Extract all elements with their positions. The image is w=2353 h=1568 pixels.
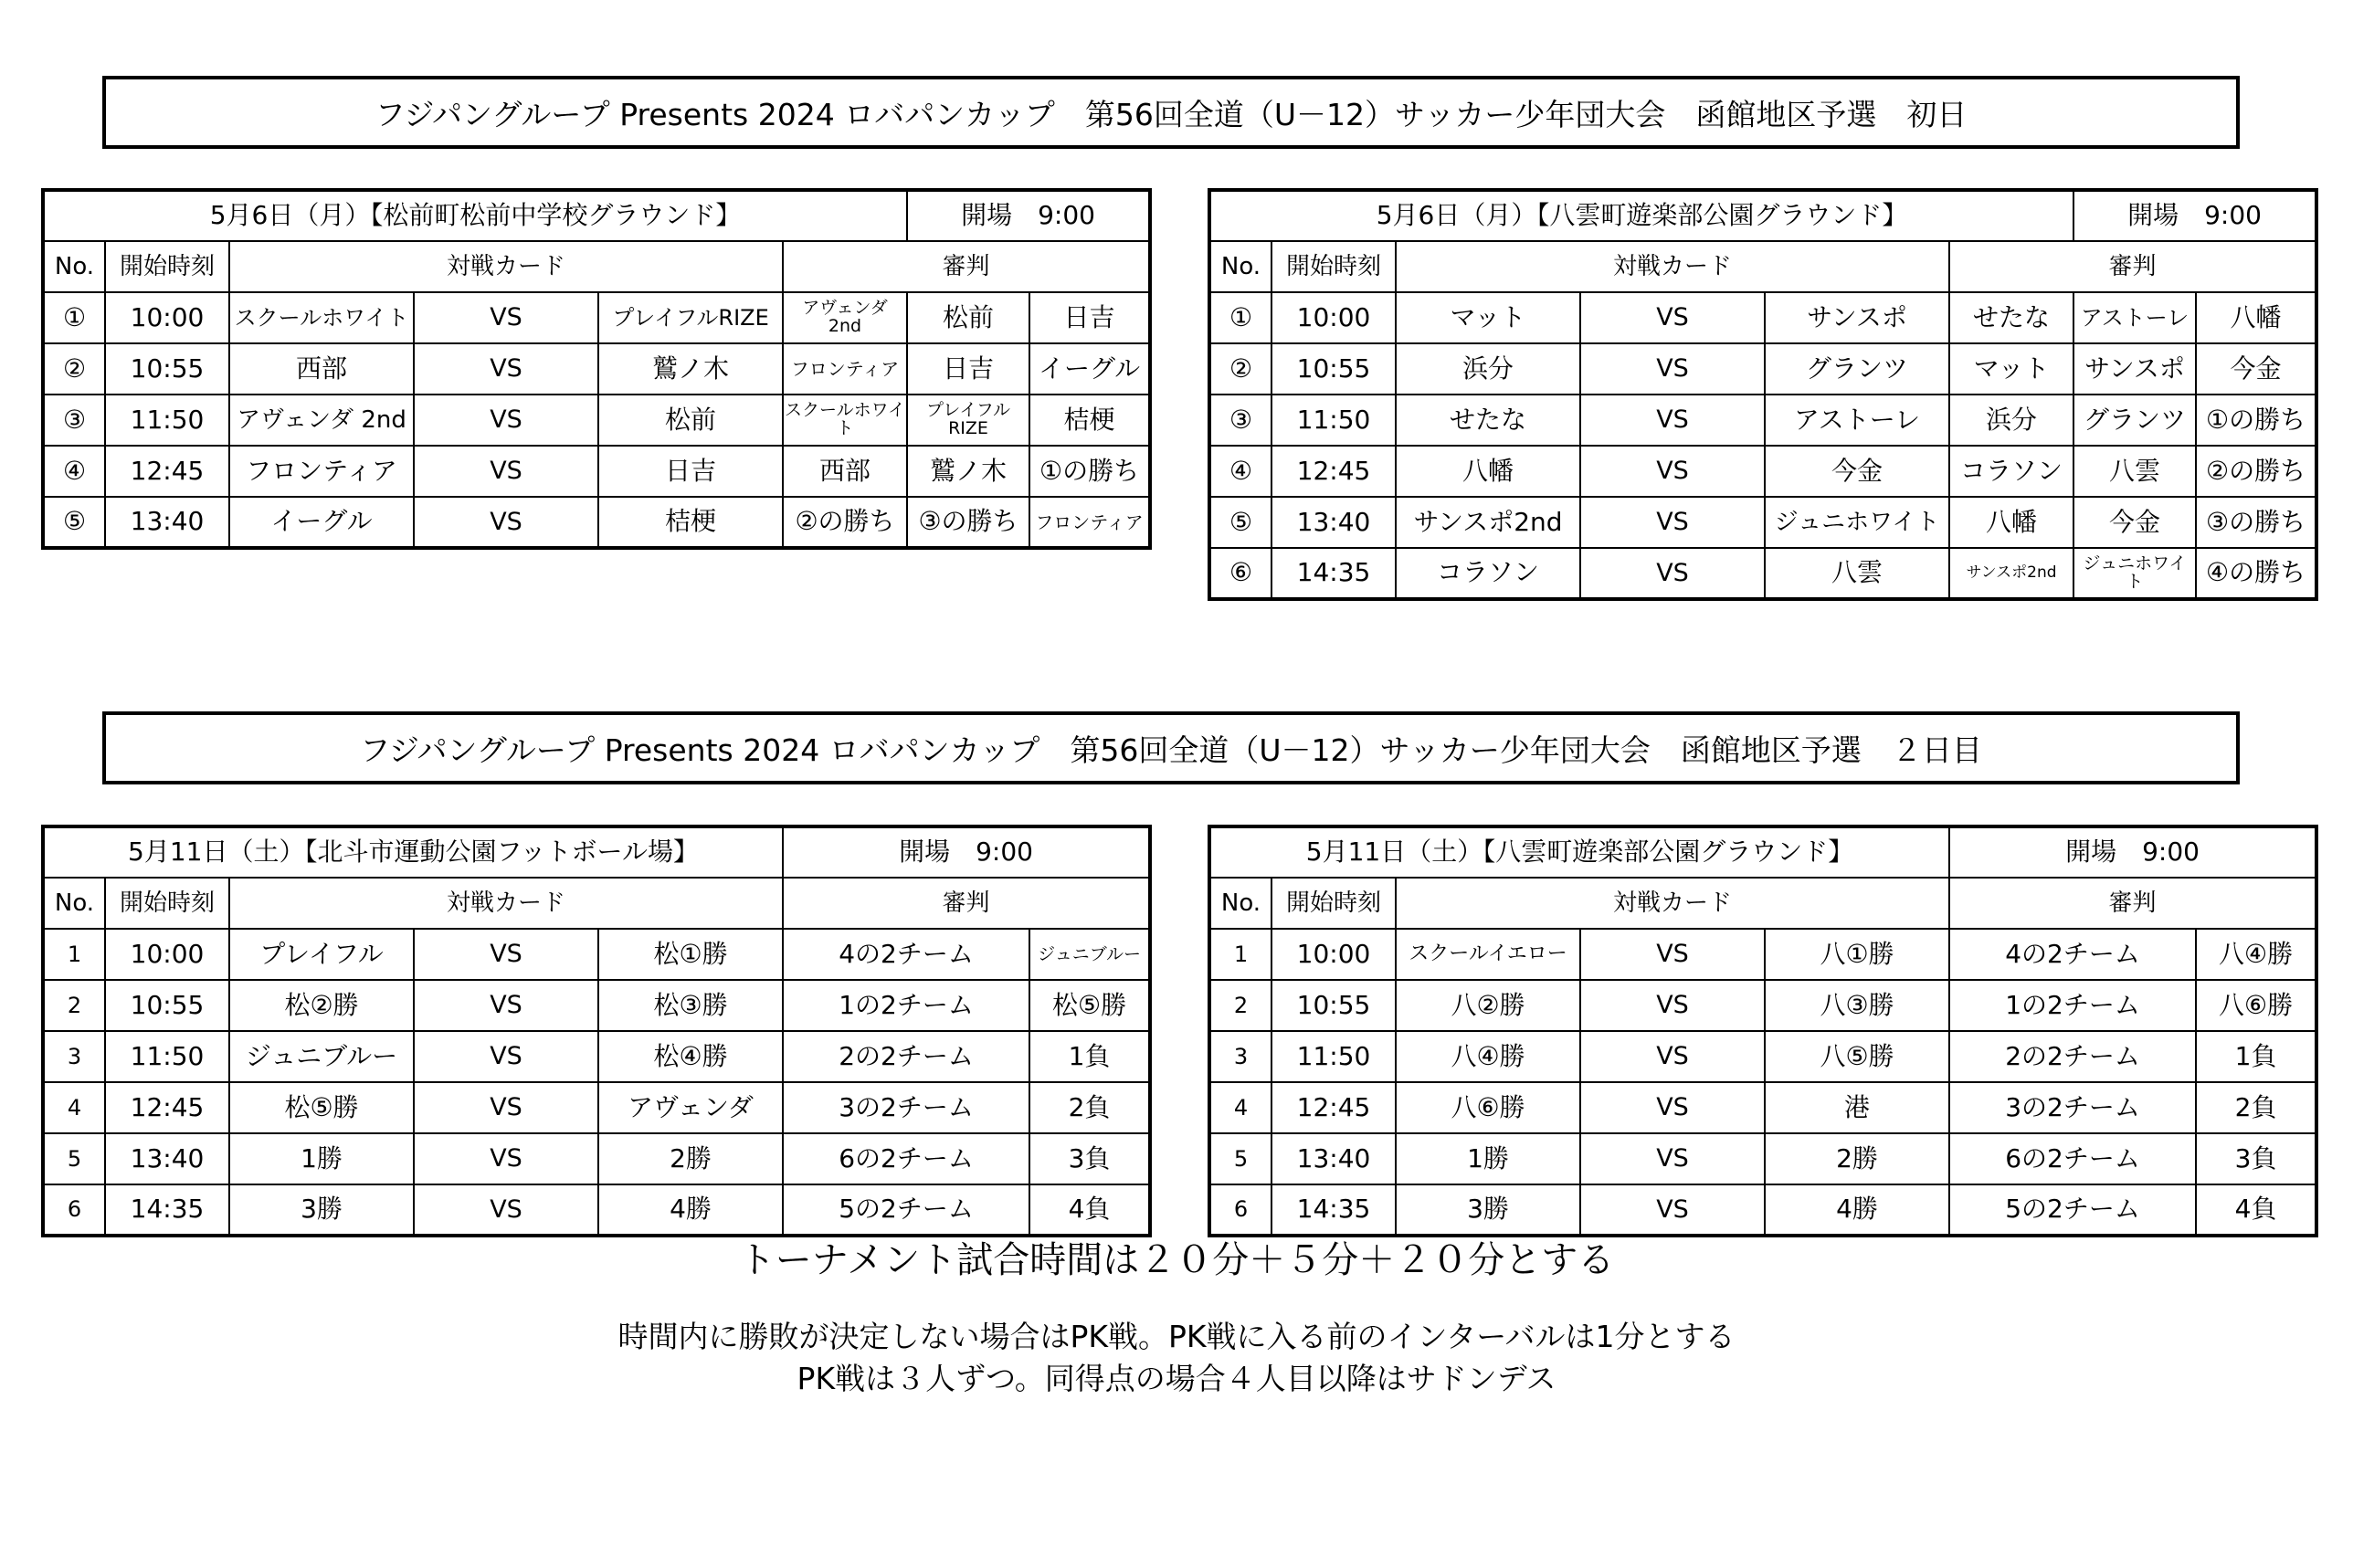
pk-rule-note: 時間内に勝敗が決定しない場合はPK戦。PK戦に入る前のインターバルは1分とする [617,1319,1736,1354]
referee-2: 今金 [2073,497,2196,548]
referee-1: 2の2チーム [1949,1031,2196,1082]
vs-label: VS [414,292,598,343]
match-no: 5 [1209,1133,1271,1184]
team-2: 日吉 [598,446,783,497]
referee-2: プレイフル RIZE [907,395,1029,446]
referee-2: 4負 [1029,1184,1150,1236]
team-2: 2勝 [598,1133,783,1184]
match-no: 5 [43,1133,105,1184]
match-no: 3 [1209,1031,1271,1082]
team-1: 八幡 [1396,446,1580,497]
team-1: 浜分 [1396,343,1580,395]
referee-2: 八⑥勝 [2196,980,2316,1031]
team-2: 4勝 [1765,1184,1949,1236]
team-1: 松②勝 [229,980,414,1031]
referee-1: 5の2チーム [1949,1184,2196,1236]
table-row [43,929,1150,980]
day1-banner: フジパングループ Presents 2024 ロバパンカップ 第56回全道（U－12）サッカー少年団大会 函館地区予選 初日 [102,76,2240,149]
referee-2: ジュニブルー [1029,929,1150,980]
match-no: ④ [1209,446,1271,497]
match-no: ③ [43,395,105,446]
venue-title: 5月6日（月）【八雲町遊楽部公園グラウンド】 [1209,190,2073,241]
team-2: 松③勝 [598,980,783,1031]
start-time: 12:45 [1271,1082,1396,1133]
referee-2: 4負 [2196,1184,2316,1236]
referee-2: 1負 [2196,1031,2316,1082]
referee-2: 3負 [1029,1133,1150,1184]
vs-label: VS [1580,1082,1765,1133]
match-no: 2 [43,980,105,1031]
match-no: ① [43,292,105,343]
team-2: 八雲 [1765,548,1949,599]
opening-time: 開場 9:00 [907,190,1150,241]
table-row [1209,292,2316,343]
vs-label: VS [1580,395,1765,446]
referee-1: 西部 [783,446,907,497]
match-no: 2 [1209,980,1271,1031]
referee-3: 今金 [2196,343,2316,395]
col-header-no: No. [1209,241,1271,292]
opening-time: 開場 9:00 [2073,190,2316,241]
col-header-match: 対戦カード [229,878,783,929]
referee-1: 1の2チーム [783,980,1029,1031]
team-2: 松④勝 [598,1031,783,1082]
referee-1: 3の2チーム [1949,1082,2196,1133]
col-header-no: No. [1209,878,1271,929]
referee-1: 2の2チーム [783,1031,1029,1082]
team-1: アヴェンダ 2nd [229,395,414,446]
team-1: マット [1396,292,1580,343]
start-time: 12:45 [1271,446,1396,497]
referee-1: 4の2チーム [1949,929,2196,980]
day1-schedule-yakumo [1208,188,2318,601]
referee-1: ②の勝ち [783,497,907,548]
referee-1: 3の2チーム [783,1082,1029,1133]
table-row [1209,1031,2316,1082]
match-no: ② [43,343,105,395]
col-header-match: 対戦カード [1396,241,1949,292]
match-no: 4 [43,1082,105,1133]
start-time: 10:00 [105,292,229,343]
referee-2: アストーレ [2073,292,2196,343]
referee-1: マット [1949,343,2073,395]
referee-1: アヴェンダ 2nd [783,292,907,343]
team-1: 八②勝 [1396,980,1580,1031]
table-row [43,446,1150,497]
team-1: 3勝 [1396,1184,1580,1236]
table-row [1209,1133,2316,1184]
vs-label: VS [414,1031,598,1082]
referee-3: フロンティア [1029,497,1150,548]
match-no: ① [1209,292,1271,343]
vs-label: VS [1580,292,1765,343]
referee-2: 2負 [1029,1082,1150,1133]
vs-label: VS [414,1184,598,1236]
venue-title: 5月6日（月）【松前町松前中学校グラウンド】 [43,190,907,241]
start-time: 11:50 [105,395,229,446]
start-time: 10:00 [105,929,229,980]
match-no: ② [1209,343,1271,395]
col-header-referee: 審判 [1949,241,2316,292]
team-2: アストーレ [1765,395,1949,446]
col-header-time: 開始時刻 [1271,878,1396,929]
referee-3: イーグル [1029,343,1150,395]
team-1: せたな [1396,395,1580,446]
team-2: アヴェンダ [598,1082,783,1133]
col-header-time: 開始時刻 [1271,241,1396,292]
team-2: 今金 [1765,446,1949,497]
referee-2: 鷲ノ木 [907,446,1029,497]
team-1: 八⑥勝 [1396,1082,1580,1133]
referee-3: 桔梗 [1029,395,1150,446]
vs-label: VS [414,497,598,548]
referee-1: サンスポ2nd [1949,548,2073,599]
vs-label: VS [414,980,598,1031]
referee-3: ①の勝ち [2196,395,2316,446]
team-1: 西部 [229,343,414,395]
day2-schedule-yakumo [1208,825,2318,1237]
match-no: ⑥ [1209,548,1271,599]
opening-time: 開場 9:00 [783,826,1150,878]
start-time: 10:55 [1271,343,1396,395]
referee-2: 1負 [1029,1031,1150,1082]
vs-label: VS [414,1082,598,1133]
vs-label: VS [414,1133,598,1184]
team-1: 3勝 [229,1184,414,1236]
referee-1: 5の2チーム [783,1184,1029,1236]
team-1: 1勝 [229,1133,414,1184]
vs-label: VS [1580,929,1765,980]
start-time: 10:55 [1271,980,1396,1031]
table-row [1209,395,2316,446]
referee-1: コラソン [1949,446,2073,497]
vs-label: VS [1580,1184,1765,1236]
team-2: ジュニホワイト [1765,497,1949,548]
table-row [43,292,1150,343]
table-row [1209,980,2316,1031]
start-time: 10:00 [1271,292,1396,343]
referee-2: 八雲 [2073,446,2196,497]
match-no: 6 [43,1184,105,1236]
start-time: 13:40 [105,1133,229,1184]
day2-banner: フジパングループ Presents 2024 ロバパンカップ 第56回全道（U－12）サッカー少年団大会 函館地区予選 ２日目 [102,711,2240,784]
match-no: 4 [1209,1082,1271,1133]
match-no: ⑤ [43,497,105,548]
referee-1: 浜分 [1949,395,2073,446]
col-header-match: 対戦カード [1396,878,1949,929]
col-header-referee: 審判 [783,878,1150,929]
team-2: 八⑤勝 [1765,1031,1949,1082]
team-1: スクールホワイト [229,292,414,343]
referee-1: フロンティア [783,343,907,395]
team-1: イーグル [229,497,414,548]
referee-2: ③の勝ち [907,497,1029,548]
start-time: 12:45 [105,1082,229,1133]
referee-3: ①の勝ち [1029,446,1150,497]
match-no: ⑤ [1209,497,1271,548]
vs-label: VS [414,395,598,446]
team-1: コラソン [1396,548,1580,599]
col-header-no: No. [43,241,105,292]
team-2: グランツ [1765,343,1949,395]
referee-1: 1の2チーム [1949,980,2196,1031]
start-time: 11:50 [105,1031,229,1082]
table-row [43,1082,1150,1133]
team-2: 港 [1765,1082,1949,1133]
team-2: プレイフルRIZE [598,292,783,343]
start-time: 14:35 [1271,548,1396,599]
referee-2: 松前 [907,292,1029,343]
start-time: 11:50 [1271,395,1396,446]
day2-schedule-hokuto [41,825,1152,1237]
vs-label: VS [1580,1031,1765,1082]
team-2: 松前 [598,395,783,446]
sudden-death-note: PK戦は３人ずつ。同得点の場合４人目以降はサドンデス [797,1361,1556,1396]
start-time: 14:35 [105,1184,229,1236]
day1-schedule-matsumae [41,188,1152,550]
table-row [43,1133,1150,1184]
team-2: 鷲ノ木 [598,343,783,395]
table-row [1209,343,2316,395]
vs-label: VS [414,343,598,395]
vs-label: VS [414,446,598,497]
team-1: 松⑤勝 [229,1082,414,1133]
referee-3: 八幡 [2196,292,2316,343]
table-row [43,395,1150,446]
col-header-time: 開始時刻 [105,878,229,929]
opening-time: 開場 9:00 [1949,826,2316,878]
referee-1: 4の2チーム [783,929,1029,980]
team-1: 八④勝 [1396,1031,1580,1082]
start-time: 10:55 [105,980,229,1031]
team-2: 桔梗 [598,497,783,548]
team-1: ジュニブルー [229,1031,414,1082]
match-no: 1 [1209,929,1271,980]
start-time: 10:00 [1271,929,1396,980]
match-no: 3 [43,1031,105,1082]
referee-2: サンスポ [2073,343,2196,395]
start-time: 13:40 [105,497,229,548]
col-header-referee: 審判 [1949,878,2316,929]
match-no: 6 [1209,1184,1271,1236]
table-row [1209,446,2316,497]
referee-3: ②の勝ち [2196,446,2316,497]
vs-label: VS [1580,980,1765,1031]
team-2: サンスポ [1765,292,1949,343]
team-1: プレイフル [229,929,414,980]
referee-2: 松⑤勝 [1029,980,1150,1031]
referee-1: せたな [1949,292,2073,343]
table-row [1209,1184,2316,1236]
team-1: 1勝 [1396,1133,1580,1184]
referee-1: 6の2チーム [1949,1133,2196,1184]
vs-label: VS [1580,1133,1765,1184]
table-row [43,1031,1150,1082]
referee-3: ④の勝ち [2196,548,2316,599]
start-time: 12:45 [105,446,229,497]
table-row [43,343,1150,395]
team-1: スクールイエロー [1396,929,1580,980]
table-row [43,497,1150,548]
team-1: フロンティア [229,446,414,497]
team-2: 2勝 [1765,1133,1949,1184]
vs-label: VS [1580,548,1765,599]
team-2: 八③勝 [1765,980,1949,1031]
start-time: 10:55 [105,343,229,395]
tournament-time-note: トーナメント試合時間は２０分＋５分＋２０分とする [738,1239,1615,1281]
start-time: 11:50 [1271,1031,1396,1082]
venue-title: 5月11日（土）【八雲町遊楽部公園グラウンド】 [1209,826,1949,878]
referee-2: 八④勝 [2196,929,2316,980]
match-no: ④ [43,446,105,497]
referee-2: 日吉 [907,343,1029,395]
start-time: 13:40 [1271,497,1396,548]
table-row [43,980,1150,1031]
referee-3: ③の勝ち [2196,497,2316,548]
col-header-referee: 審判 [783,241,1150,292]
vs-label: VS [1580,446,1765,497]
venue-title: 5月11日（土）【北斗市運動公園フットボール場】 [43,826,783,878]
table-row [1209,929,2316,980]
referee-1: 八幡 [1949,497,2073,548]
match-no: 1 [43,929,105,980]
table-row [1209,548,2316,599]
referee-3: 日吉 [1029,292,1150,343]
referee-2: グランツ [2073,395,2196,446]
start-time: 14:35 [1271,1184,1396,1236]
vs-label: VS [1580,343,1765,395]
team-2: 松①勝 [598,929,783,980]
team-2: 4勝 [598,1184,783,1236]
table-row [1209,497,2316,548]
col-header-match: 対戦カード [229,241,783,292]
match-no: ③ [1209,395,1271,446]
start-time: 13:40 [1271,1133,1396,1184]
team-2: 八①勝 [1765,929,1949,980]
vs-label: VS [1580,497,1765,548]
table-row [43,1184,1150,1236]
referee-2: ジュニホワイト [2073,548,2196,599]
vs-label: VS [414,929,598,980]
referee-1: 6の2チーム [783,1133,1029,1184]
team-1: サンスポ2nd [1396,497,1580,548]
col-header-no: No. [43,878,105,929]
referee-2: 2負 [2196,1082,2316,1133]
table-row [1209,1082,2316,1133]
col-header-time: 開始時刻 [105,241,229,292]
referee-2: 3負 [2196,1133,2316,1184]
referee-1: スクールホワイト [783,395,907,446]
